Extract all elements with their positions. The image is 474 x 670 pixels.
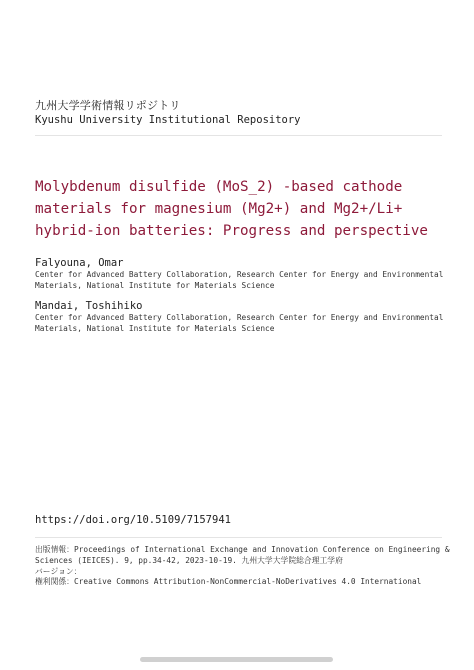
author-block <box>35 300 455 334</box>
repository-name-en: Kyushu University Institutional Repository <box>35 114 301 126</box>
title-line: materials for magnesium (Mg2+) and Mg2+/Li+ <box>35 201 403 217</box>
article-title <box>35 176 450 242</box>
version-line: バージョン： <box>35 566 82 576</box>
publication-metadata <box>35 545 455 588</box>
repository-name-jp: 九州大学学術情報リポジトリ <box>35 99 181 112</box>
horizontal-scrollbar[interactable] <box>140 657 333 662</box>
footer-divider <box>35 537 442 538</box>
author-name: Mandai, Toshihiko <box>35 300 143 312</box>
author-affiliation-line: Materials, National Institute for Materials Science <box>35 280 275 290</box>
author-block <box>35 257 455 291</box>
publication-info-line: 出版情報：Proceedings of International Exchange and Innovation Conference on Engineering & <box>35 545 450 554</box>
doi-link[interactable]: https://doi.org/10.5109/7157941 <box>35 514 231 526</box>
rights-line: 権利関係：Creative Commons Attribution-NonCommercial-NoDerivatives 4.0 International <box>35 577 422 587</box>
author-affiliation-line: Materials, National Institute for Materials Science <box>35 323 275 333</box>
author-affiliation-line: Center for Advanced Battery Collaboration, Research Center for Energy and Environmental <box>35 313 444 322</box>
header-divider <box>35 135 442 136</box>
author-name: Falyouna, Omar <box>35 257 124 269</box>
author-affiliation-line: Center for Advanced Battery Collaboration, Research Center for Energy and Environmental <box>35 270 444 279</box>
repository-header <box>35 98 445 128</box>
publication-info-line: Sciences (IEICES). 9, pp.34-42, 2023-10-19. 九州大学大学院総合理工学府 <box>35 555 343 565</box>
title-line: hybrid-ion batteries: Progress and perspective <box>35 223 428 239</box>
title-line: Molybdenum disulfide (MoS_2) -based cathode <box>35 179 403 195</box>
